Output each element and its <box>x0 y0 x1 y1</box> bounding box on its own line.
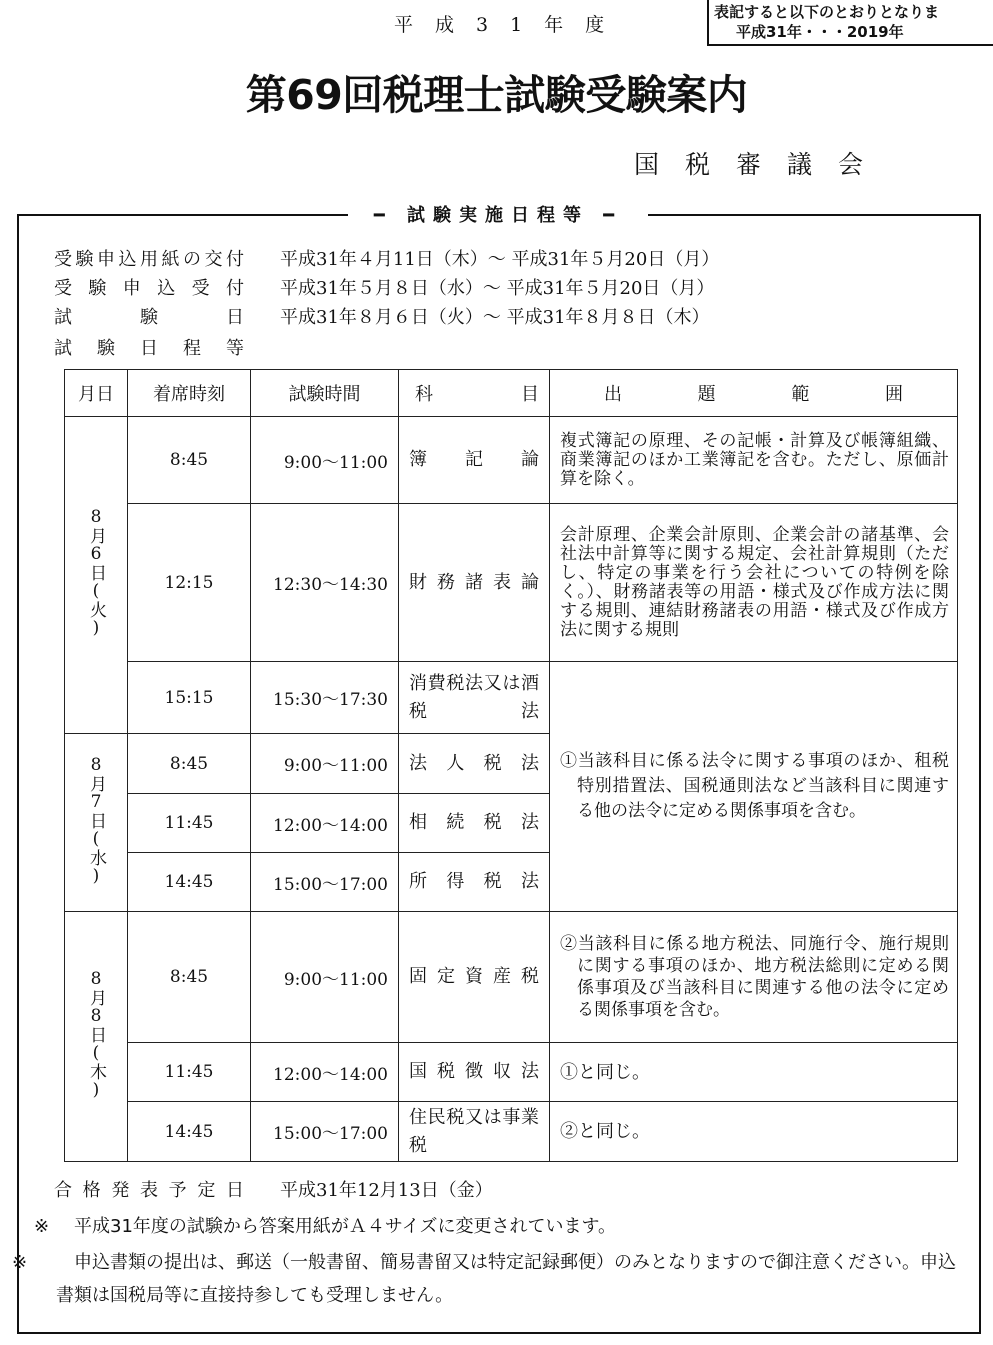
schedule-label: 試験日 <box>54 307 244 328</box>
scope-text: ②と同じ。 <box>560 1121 650 1142</box>
schedule-subheading: 試験日程等 <box>54 338 244 359</box>
table-row <box>65 662 958 734</box>
table-row <box>65 1043 958 1102</box>
table-header-row <box>65 370 958 417</box>
exam-time-cell: 15:00～17:00 <box>251 853 399 912</box>
note-text: 申込書類の提出は、郵送（一般書留、簡易書留又は特定記録郵便）のみとなりますので御注意ください。申込書類は国税局等に直接持参しても受理しません。 <box>56 1252 956 1306</box>
seat-time-cell: 8:45 <box>128 417 251 504</box>
notice-line-2: 平成31年・・・2019年 <box>736 23 904 41</box>
table-row <box>65 417 958 504</box>
exam-time-cell: 12:30～14:30 <box>251 504 399 662</box>
scope-text: ①当該科目に係る法令に関する事項のほか、租税特別措置法、国税通則法など当該科目に関連する他の法令に定める関係事項を含む。 <box>560 751 949 821</box>
subject-cell: 固定資産税 <box>399 912 550 1043</box>
exam-time-cell: 9:00～11:00 <box>251 912 399 1043</box>
seat-time-cell: 14:45 <box>128 1102 251 1162</box>
schedule-value: 平成31年４月11日（木）～ 平成31年５月20日（月） <box>280 249 720 270</box>
scope-text: ②当該科目に係る地方税法、同施行令、施行規則に関する事項のほか、地方税法総則に定める関係事項及び当該科目に関連する他の法令に定める関係事項を含む。 <box>560 934 949 1020</box>
table-row <box>65 504 958 662</box>
seat-time-cell: 11:45 <box>128 1043 251 1102</box>
pass-announcement <box>54 1179 493 1203</box>
note-mark: ※ <box>34 1216 50 1237</box>
schedule-row-distribution <box>54 248 719 272</box>
subject-cell: 法人税法 <box>399 734 550 794</box>
date-cell <box>65 417 128 734</box>
exam-time-cell: 12:00～14:00 <box>251 1043 399 1102</box>
note-submission <box>12 1246 969 1312</box>
date-label: 8月7日(水) <box>86 754 106 886</box>
date-cell <box>65 734 128 912</box>
seat-time-cell: 8:45 <box>128 734 251 794</box>
subject-cell: 住民税又は事業税 <box>399 1102 550 1162</box>
date-label: 8月8日(木) <box>86 968 106 1100</box>
section-title-text: 試験実施日程等 <box>407 205 589 226</box>
scope-cell <box>550 1102 958 1162</box>
schedule-value: 平成31年８月６日（火）～ 平成31年８月８日（木） <box>280 307 710 328</box>
subject-cell: 財務諸表論 <box>399 504 550 662</box>
subject-cell: 消費税法又は酒税法 <box>399 662 550 734</box>
scope-cell <box>550 912 958 1043</box>
schedule-row-exam-date <box>54 306 710 330</box>
seat-time-cell: 14:45 <box>128 853 251 912</box>
seat-time-cell: 15:15 <box>128 662 251 734</box>
schedule-label: 受験申込受付 <box>54 278 244 299</box>
pass-date: 平成31年12月13日（金） <box>280 1180 493 1201</box>
header-subject: 科目 <box>399 370 550 417</box>
date-label: 8月6日(火) <box>86 507 106 638</box>
section-title: ━ 試験実施日程等 ━ <box>348 204 648 228</box>
header-scope: 出題範囲 <box>550 370 958 417</box>
date-cell <box>65 912 128 1162</box>
subject-cell: 簿記論 <box>399 417 550 504</box>
notice-line-1: 表記すると以下のとおりとなりま <box>714 3 940 21</box>
scope-cell: 複式簿記の原理、その記帳・計算及び帳簿組織、商業簿記のほか工業簿記を含む。ただし、原価計算を除く。 <box>550 417 958 504</box>
note-answer-sheet <box>34 1210 969 1243</box>
note-mark: ※ <box>12 1252 28 1273</box>
scope-cell-group-1 <box>550 662 958 912</box>
header-exam-time: 試験時間 <box>251 370 399 417</box>
seat-time-cell: 12:15 <box>128 504 251 662</box>
pass-label: 合格発表予定日 <box>54 1180 244 1201</box>
subject-cell: 所得税法 <box>399 853 550 912</box>
header-seat-time: 着席時刻 <box>128 370 251 417</box>
exam-time-cell: 15:30～17:30 <box>251 662 399 734</box>
table-row <box>65 1102 958 1162</box>
exam-time-cell: 9:00～11:00 <box>251 734 399 794</box>
table-row <box>65 912 958 1043</box>
exam-schedule-table <box>64 369 958 1162</box>
subject-cell: 国税徴収法 <box>399 1043 550 1102</box>
exam-time-cell: 9:00～11:00 <box>251 417 399 504</box>
schedule-value: 平成31年５月８日（水）～ 平成31年５月20日（月） <box>280 278 715 299</box>
scope-cell: 会計原理、企業会計原則、企業会計の諸基準、会社法中計算等に関する規定、会社計算規則（ただし、特定の事業を行う会社についての特例を除く。）、財務諸表等の用語・様式及び作成方法に関する規則、連結財務諸表の用語・様式及び作成方法に関する規則 <box>550 504 958 662</box>
scope-text: ①と同じ。 <box>560 1061 650 1083</box>
schedule-label: 受験申込用紙の交付 <box>54 249 244 270</box>
scope-cell <box>550 1043 958 1102</box>
subject-cell: 相続税法 <box>399 794 550 853</box>
note-text: 平成31年度の試験から答案用紙がＡ４サイズに変更されています。 <box>74 1216 617 1237</box>
exam-time-cell: 15:00～17:00 <box>251 1102 399 1162</box>
header-date: 月日 <box>65 370 128 417</box>
schedule-row-application <box>54 277 714 301</box>
fiscal-year: 平成31年度 <box>394 14 627 36</box>
exam-time-cell: 12:00～14:00 <box>251 794 399 853</box>
seat-time-cell: 11:45 <box>128 794 251 853</box>
page-title: 第69回税理士試験受験案内 <box>245 71 748 119</box>
notice-box <box>707 0 993 46</box>
organization-name: 国税審議会 <box>634 150 890 179</box>
seat-time-cell: 8:45 <box>128 912 251 1043</box>
